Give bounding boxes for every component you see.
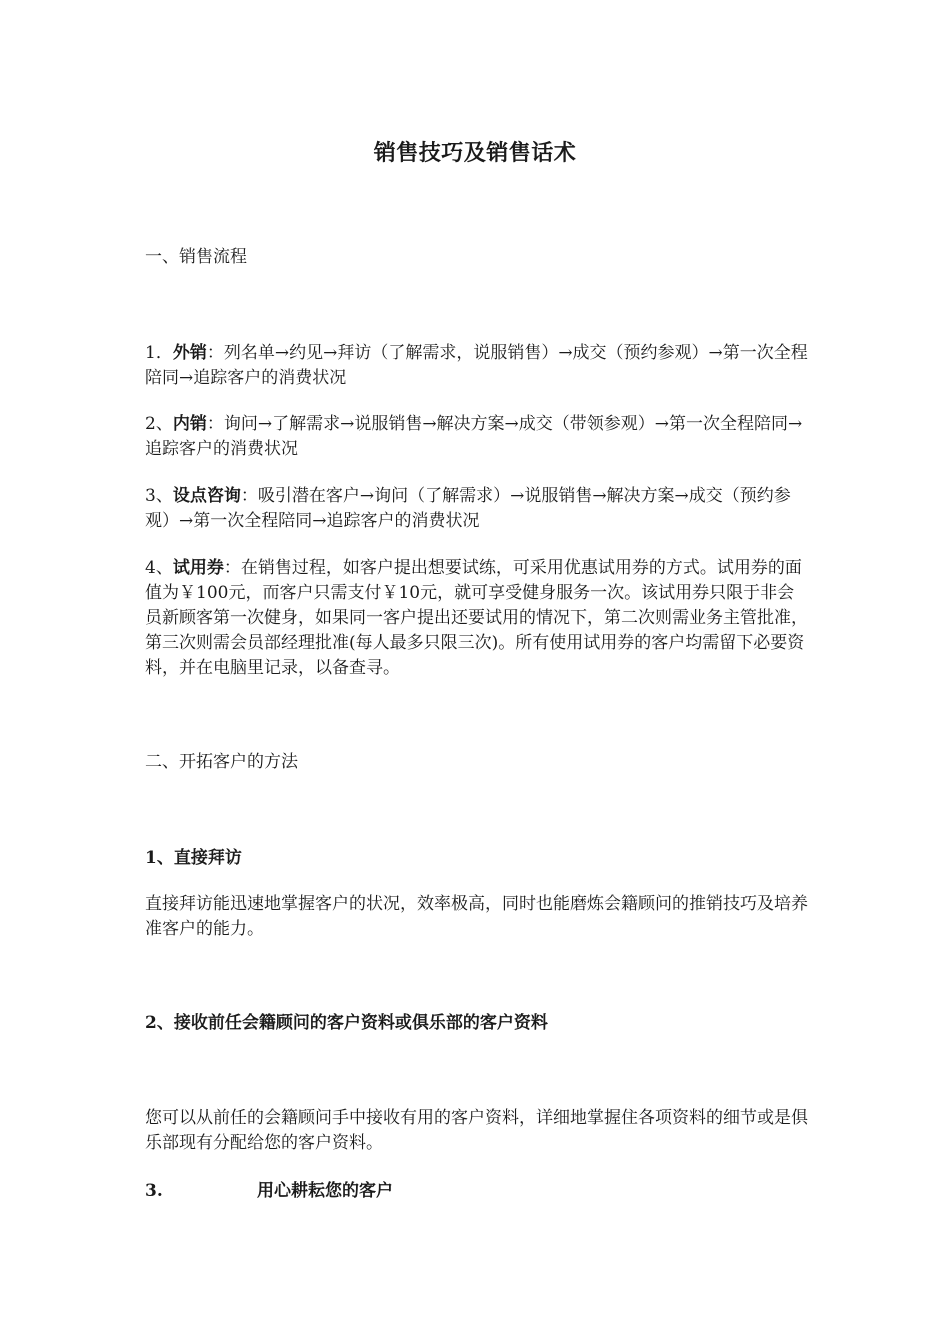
item-colon: ： xyxy=(206,414,224,434)
item-label: 设点咨询 xyxy=(172,486,241,506)
paragraph-direct-visit: 直接拜访能迅速地掌握客户的状况，效率极高，同时也能磨炼会籍顾问的推销技巧及培养准客户的能力。 xyxy=(145,894,808,939)
item-text: 在销售过程，如客户提出想要试练，可采用优惠试用券的方式。试用券的面值为￥100元，而客户只需支付￥10元，就可享受健身服务一次。该试用券只限于非会员新顾客第一次健身，如果同一客户提出还要试用的情况下，第二次则需业务主管批准，第三次则需会员部经理批准(每人最多只限三次)。所有使用试用券的客户均需留下必要资料，并在电脑里记录，以备查寻。 xyxy=(145,558,808,678)
item-number: 4、 xyxy=(145,558,173,578)
subheading-cultivate-clients xyxy=(145,1179,810,1204)
paragraph-receive-client-data: 您可以从前任的会籍顾问手中接收有用的客户资料，详细地掌握住各项资料的细节或是俱乐部现有分配给您的客户资料。 xyxy=(145,1108,808,1153)
list-item-trial-voucher xyxy=(145,556,810,681)
item-label: 内销 xyxy=(172,414,207,434)
item-text: 吸引潜在客户→询问（了解需求）→说服销售→解决方案→成交（预约参观）→第一次全程陪同→追踪客户的消费状况 xyxy=(145,486,791,531)
subheading-text: 用心耕耘您的客户 xyxy=(257,1181,393,1201)
item-label: 外销 xyxy=(172,343,207,363)
section-heading-customer-development: 二、开拓客户的方法 xyxy=(145,752,298,772)
item-text: 列名单→约见→拜访（了解需求，说服销售）→成交（预约参观）→第一次全程陪同→追踪客户的消费状况 xyxy=(145,343,808,388)
item-colon: ： xyxy=(206,343,224,363)
subheading-receive-client-data: 2、接收前任会籍顾问的客户资料或俱乐部的客户资料 xyxy=(145,1013,548,1033)
document-title: 销售技巧及销售话术 xyxy=(373,140,577,166)
item-text: 询问→了解需求→说服销售→解决方案→成交（带领参观）→第一次全程陪同→追踪客户的消费状况 xyxy=(145,414,803,459)
list-item-booth-consultation xyxy=(145,484,810,534)
item-number: 3. xyxy=(145,1181,163,1201)
item-number: 3、 xyxy=(145,486,173,506)
item-number: 1． xyxy=(145,343,173,363)
item-number: 2、 xyxy=(145,414,173,434)
item-colon: ： xyxy=(240,486,258,506)
list-item-inbound-sales xyxy=(145,412,810,462)
subheading-direct-visit: 1、直接拜访 xyxy=(145,848,242,868)
section-heading-sales-process: 一、销售流程 xyxy=(145,247,247,267)
item-colon: ： xyxy=(223,558,241,578)
list-item-outbound-sales xyxy=(145,341,810,391)
item-label: 试用券 xyxy=(172,558,224,578)
